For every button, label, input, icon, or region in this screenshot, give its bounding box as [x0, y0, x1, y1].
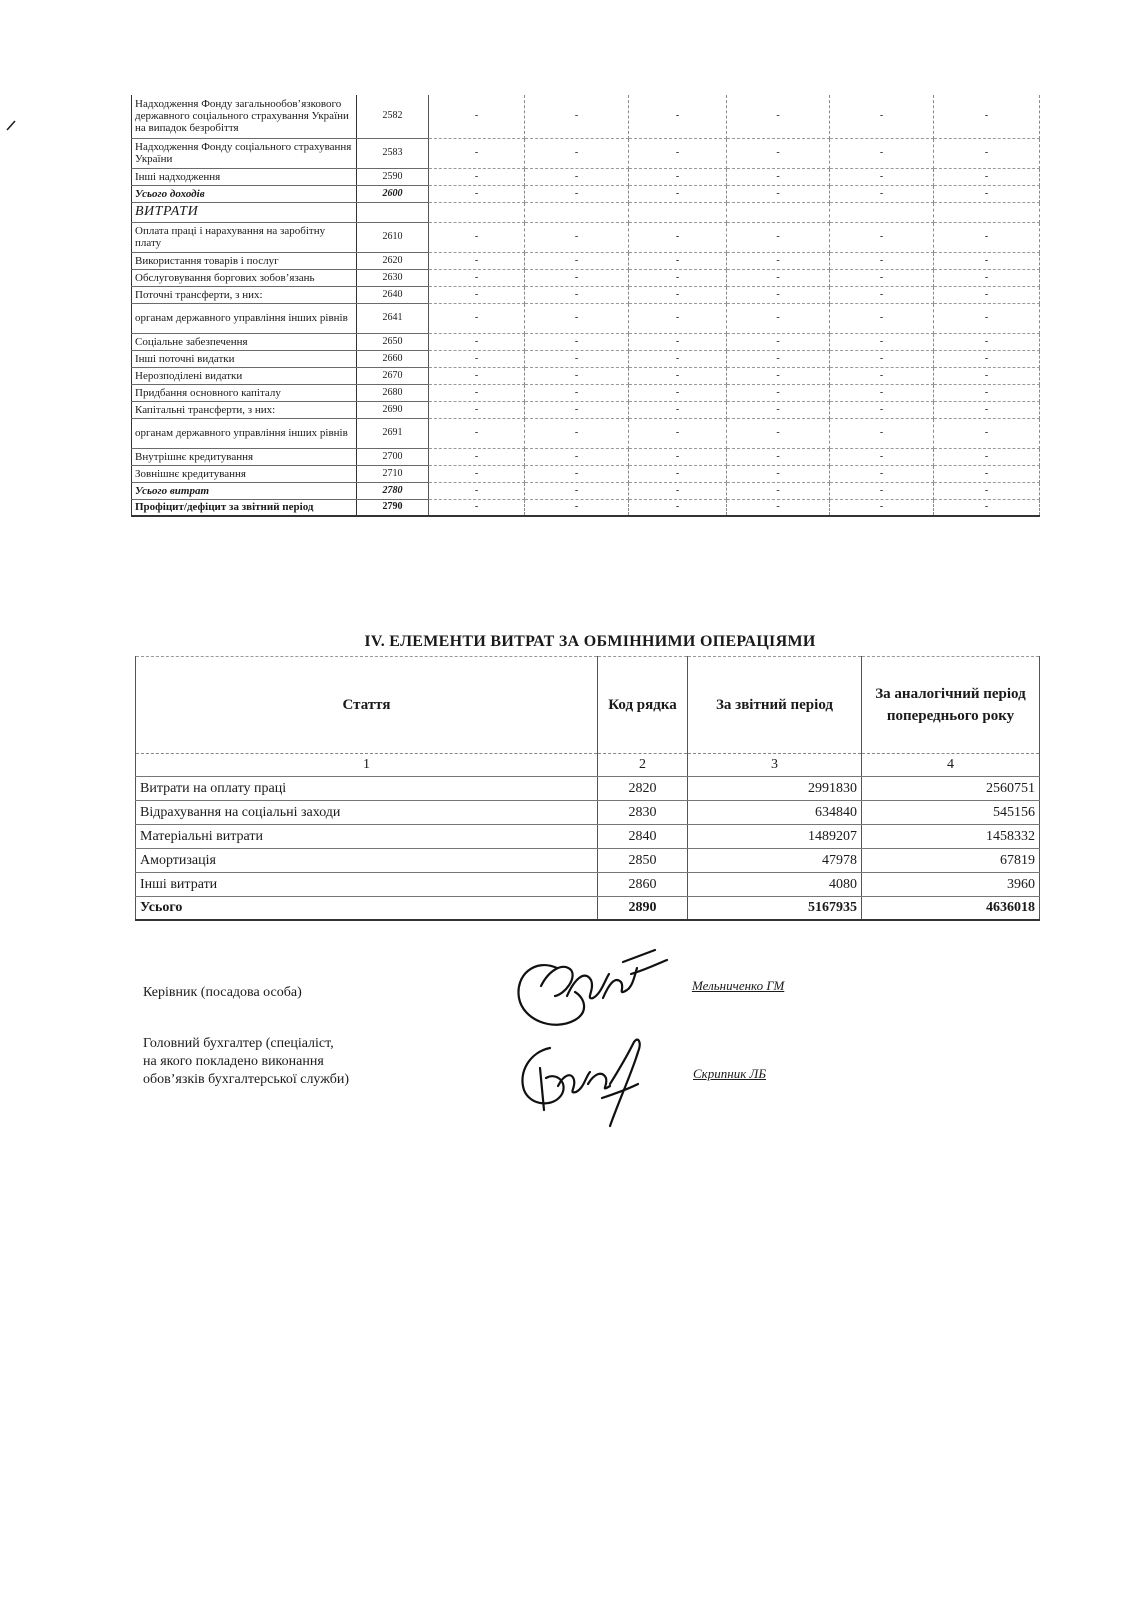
budget-row	[132, 448, 1040, 465]
budget-row-value: -	[525, 252, 629, 269]
budget-row-value: -	[525, 168, 629, 185]
budget-row-value: -	[629, 401, 727, 418]
budget-row-value: -	[934, 448, 1040, 465]
budget-row-value: -	[934, 222, 1040, 252]
budget-row-value: -	[525, 499, 629, 516]
budget-row-value: -	[525, 333, 629, 350]
budget-row-label: Усього витрат	[132, 482, 357, 499]
budget-row-value: -	[429, 448, 525, 465]
budget-row	[132, 95, 1040, 138]
budget-row-value: -	[429, 350, 525, 367]
budget-row	[132, 252, 1040, 269]
budget-row	[132, 465, 1040, 482]
budget-row-label: Усього доходів	[132, 185, 357, 202]
budget-row	[132, 168, 1040, 185]
budget-row-value: -	[525, 286, 629, 303]
total-current: 5167935	[688, 897, 862, 921]
budget-row-value: -	[429, 303, 525, 333]
budget-row-value: -	[830, 384, 934, 401]
budget-row-label: ВИТРАТИ	[132, 202, 357, 222]
budget-row-value: -	[629, 286, 727, 303]
budget-row-value: -	[830, 269, 934, 286]
expense-row	[136, 873, 1040, 897]
budget-row-value: -	[429, 269, 525, 286]
budget-row-label: органам державного управління інших рівнів	[132, 418, 357, 448]
budget-row-label: Оплата праці і нарахування на заробітну плату	[132, 222, 357, 252]
expense-code: 2860	[598, 873, 688, 897]
expense-current: 634840	[688, 801, 862, 825]
budget-row-value: -	[629, 252, 727, 269]
expense-label: Витрати на оплату праці	[136, 777, 598, 801]
budget-row-value: -	[629, 269, 727, 286]
budget-row-value: -	[629, 465, 727, 482]
expenses-header-row	[136, 657, 1040, 754]
budget-row-label: Соціальне забезпечення	[132, 333, 357, 350]
budget-row-value: -	[934, 350, 1040, 367]
budget-row-value: -	[629, 367, 727, 384]
budget-row-value: -	[727, 465, 830, 482]
budget-row-label: Поточні трансферти, з них:	[132, 286, 357, 303]
expense-row	[136, 849, 1040, 873]
budget-row-label: Використання товарів і послуг	[132, 252, 357, 269]
budget-row-code	[357, 202, 429, 222]
header-previous-period: За аналогічний період попереднього року	[862, 657, 1040, 754]
expense-label: Амортизація	[136, 849, 598, 873]
budget-row-value: -	[727, 333, 830, 350]
budget-row-value: -	[629, 448, 727, 465]
budget-row	[132, 482, 1040, 499]
budget-row-value: -	[525, 384, 629, 401]
column-number: 1	[136, 754, 598, 777]
budget-row-value: -	[934, 168, 1040, 185]
budget-row-value: -	[525, 401, 629, 418]
budget-row-label: Зовнішнє кредитування	[132, 465, 357, 482]
budget-row	[132, 384, 1040, 401]
budget-row	[132, 185, 1040, 202]
budget-row-code: 2680	[357, 384, 429, 401]
total-code: 2890	[598, 897, 688, 921]
budget-row-code: 2660	[357, 350, 429, 367]
budget-row-value: -	[429, 367, 525, 384]
budget-row-label: Капітальні трансферти, з них:	[132, 401, 357, 418]
total-previous: 4636018	[862, 897, 1040, 921]
expense-label: Інші витрати	[136, 873, 598, 897]
budget-row-value: -	[727, 482, 830, 499]
budget-row-value: -	[934, 401, 1040, 418]
budget-row	[132, 350, 1040, 367]
budget-row-value: -	[629, 384, 727, 401]
budget-row-value: -	[830, 168, 934, 185]
budget-row-value: -	[525, 482, 629, 499]
budget-row-value: -	[429, 222, 525, 252]
header-current-period: За звітний період	[688, 657, 862, 754]
budget-row-value	[629, 202, 727, 222]
budget-row-code: 2790	[357, 499, 429, 516]
budget-row-value: -	[429, 384, 525, 401]
column-number-row	[136, 754, 1040, 777]
expenses-total-row	[136, 897, 1040, 921]
expense-row	[136, 801, 1040, 825]
accountant-label-line: Головний бухгалтер (спеціаліст,	[143, 1036, 334, 1051]
budget-row-value: -	[629, 185, 727, 202]
budget-row-value: -	[525, 185, 629, 202]
budget-row-value: -	[429, 95, 525, 138]
budget-row-label: Надходження Фонду соціального страхування України	[132, 138, 357, 168]
head-signature	[505, 940, 675, 1040]
budget-row-code: 2620	[357, 252, 429, 269]
budget-row-code: 2600	[357, 185, 429, 202]
accountant-name: Скрипник ЛБ	[693, 1066, 767, 1081]
budget-row-value: -	[934, 333, 1040, 350]
budget-row-value: -	[830, 185, 934, 202]
expense-previous: 545156	[862, 801, 1040, 825]
budget-row-value: -	[934, 269, 1040, 286]
budget-row-value: -	[727, 499, 830, 516]
budget-row-value: -	[629, 222, 727, 252]
budget-row-value: -	[934, 95, 1040, 138]
header-article: Стаття	[136, 657, 598, 754]
budget-row	[132, 418, 1040, 448]
budget-row-value: -	[830, 252, 934, 269]
budget-row-value: -	[934, 499, 1040, 516]
column-number: 3	[688, 754, 862, 777]
expense-previous: 1458332	[862, 825, 1040, 849]
budget-row-value: -	[934, 286, 1040, 303]
budget-row-value: -	[727, 401, 830, 418]
budget-row-value: -	[830, 138, 934, 168]
budget-row-value: -	[934, 185, 1040, 202]
budget-row-value: -	[629, 303, 727, 333]
expense-previous: 2560751	[862, 777, 1040, 801]
budget-row-value: -	[429, 185, 525, 202]
accountant-signature	[510, 1028, 660, 1138]
budget-row-value: -	[830, 286, 934, 303]
budget-row-value: -	[830, 367, 934, 384]
budget-row-value	[429, 202, 525, 222]
budget-row-value: -	[429, 465, 525, 482]
column-number: 4	[862, 754, 1040, 777]
budget-row-value: -	[830, 465, 934, 482]
budget-row	[132, 303, 1040, 333]
budget-table	[131, 95, 1040, 517]
budget-row-value: -	[830, 350, 934, 367]
budget-row-value: -	[727, 303, 830, 333]
budget-row-value: -	[727, 185, 830, 202]
expense-label: Матеріальні витрати	[136, 825, 598, 849]
budget-row-code: 2690	[357, 401, 429, 418]
accountant-label-line: на якого покладено виконання	[143, 1054, 324, 1069]
expense-current: 1489207	[688, 825, 862, 849]
budget-row-value: -	[934, 418, 1040, 448]
budget-row-value	[727, 202, 830, 222]
budget-row-value: -	[629, 333, 727, 350]
budget-row-value: -	[629, 168, 727, 185]
budget-row-value: -	[525, 350, 629, 367]
budget-row-code: 2610	[357, 222, 429, 252]
budget-row-value: -	[830, 222, 934, 252]
budget-row	[132, 286, 1040, 303]
budget-row-value: -	[525, 418, 629, 448]
budget-row-code: 2670	[357, 367, 429, 384]
budget-row-value: -	[830, 95, 934, 138]
budget-row-value: -	[629, 482, 727, 499]
head-signature-label: Керівник (посадова особа)	[143, 985, 302, 1000]
budget-row-value: -	[934, 482, 1040, 499]
expense-code: 2850	[598, 849, 688, 873]
budget-row-value: -	[429, 138, 525, 168]
budget-row	[132, 401, 1040, 418]
budget-row-value	[525, 202, 629, 222]
budget-row-value	[934, 202, 1040, 222]
budget-row-code: 2780	[357, 482, 429, 499]
expense-row	[136, 825, 1040, 849]
budget-row-value: -	[830, 482, 934, 499]
budget-row-value: -	[525, 465, 629, 482]
budget-row-value: -	[727, 138, 830, 168]
budget-row-value: -	[727, 269, 830, 286]
budget-row-value: -	[525, 448, 629, 465]
total-label: Усього	[136, 897, 598, 921]
budget-row-value: -	[429, 499, 525, 516]
expense-current: 2991830	[688, 777, 862, 801]
budget-row-value: -	[934, 138, 1040, 168]
budget-row-value: -	[934, 384, 1040, 401]
budget-row-code: 2630	[357, 269, 429, 286]
section-title: IV. ЕЛЕМЕНТИ ВИТРАТ ЗА ОБМІННИМИ ОПЕРАЦІЯМИ	[364, 633, 816, 650]
column-number: 2	[598, 754, 688, 777]
budget-row-value: -	[727, 418, 830, 448]
budget-row-value: -	[629, 95, 727, 138]
budget-row-value: -	[429, 333, 525, 350]
budget-row-code: 2650	[357, 333, 429, 350]
budget-row-value: -	[727, 286, 830, 303]
budget-row-label: органам державного управління інших рівнів	[132, 303, 357, 333]
budget-row-value: -	[830, 448, 934, 465]
budget-row-value: -	[629, 350, 727, 367]
expense-label: Відрахування на соціальні заходи	[136, 801, 598, 825]
budget-row-value: -	[727, 448, 830, 465]
header-code: Код рядка	[598, 657, 688, 754]
budget-row-label: Інші надходження	[132, 168, 357, 185]
expense-previous: 3960	[862, 873, 1040, 897]
budget-row	[132, 367, 1040, 384]
budget-row-value: -	[727, 168, 830, 185]
budget-row	[132, 333, 1040, 350]
budget-row-label: Інші поточні видатки	[132, 350, 357, 367]
budget-row	[132, 138, 1040, 168]
budget-row	[132, 499, 1040, 516]
budget-row-value: -	[429, 168, 525, 185]
budget-row-value: -	[934, 303, 1040, 333]
accountant-signature-label	[143, 1035, 349, 1089]
budget-row-value: -	[727, 252, 830, 269]
budget-row	[132, 202, 1040, 222]
expense-code: 2830	[598, 801, 688, 825]
expense-code: 2820	[598, 777, 688, 801]
budget-row-value: -	[727, 367, 830, 384]
stray-mark	[4, 118, 18, 132]
budget-row-value: -	[429, 252, 525, 269]
budget-row-value: -	[830, 418, 934, 448]
budget-row-value: -	[429, 482, 525, 499]
head-name: Мельниченко ГМ	[692, 978, 785, 993]
expense-current: 4080	[688, 873, 862, 897]
budget-row-value: -	[429, 286, 525, 303]
budget-row-label: Придбання основного капіталу	[132, 384, 357, 401]
budget-row-code: 2710	[357, 465, 429, 482]
budget-row-value: -	[629, 418, 727, 448]
budget-row-value: -	[727, 222, 830, 252]
budget-row-value	[830, 202, 934, 222]
budget-row-value: -	[525, 367, 629, 384]
budget-row-value: -	[525, 303, 629, 333]
budget-row-value: -	[727, 384, 830, 401]
budget-row-value: -	[934, 252, 1040, 269]
budget-row-value: -	[727, 350, 830, 367]
budget-row-value: -	[429, 418, 525, 448]
budget-row-value: -	[629, 499, 727, 516]
budget-row-value: -	[830, 401, 934, 418]
budget-row-value: -	[727, 95, 830, 138]
budget-row-value: -	[934, 465, 1040, 482]
budget-row-value: -	[525, 95, 629, 138]
budget-row-code: 2582	[357, 95, 429, 138]
budget-row-value: -	[830, 333, 934, 350]
budget-row-value: -	[429, 401, 525, 418]
budget-row-label: Внутрішнє кредитування	[132, 448, 357, 465]
budget-row-label: Профіцит/дефіцит за звітний період	[132, 499, 357, 516]
expenses-table	[135, 656, 1040, 921]
expense-previous: 67819	[862, 849, 1040, 873]
budget-row-value: -	[830, 499, 934, 516]
budget-row-code: 2700	[357, 448, 429, 465]
budget-row	[132, 269, 1040, 286]
budget-row-label: Нерозподілені видатки	[132, 367, 357, 384]
accountant-label-line: обов’язків бухгалтерської служби)	[143, 1072, 350, 1087]
budget-row-code: 2691	[357, 418, 429, 448]
budget-row-value: -	[525, 222, 629, 252]
expense-code: 2840	[598, 825, 688, 849]
budget-row-code: 2583	[357, 138, 429, 168]
budget-row-label: Надходження Фонду загальнообов’язкового державного соціального страхування України на випадок безробіття	[132, 95, 357, 138]
budget-row-code: 2640	[357, 286, 429, 303]
expense-row	[136, 777, 1040, 801]
budget-row-value: -	[629, 138, 727, 168]
budget-row-value: -	[830, 303, 934, 333]
expense-current: 47978	[688, 849, 862, 873]
budget-row-value: -	[934, 367, 1040, 384]
budget-row-label: Обслуговування боргових зобов’язань	[132, 269, 357, 286]
budget-row-code: 2641	[357, 303, 429, 333]
budget-row-value: -	[525, 138, 629, 168]
budget-row-code: 2590	[357, 168, 429, 185]
budget-row	[132, 222, 1040, 252]
budget-row-value: -	[525, 269, 629, 286]
